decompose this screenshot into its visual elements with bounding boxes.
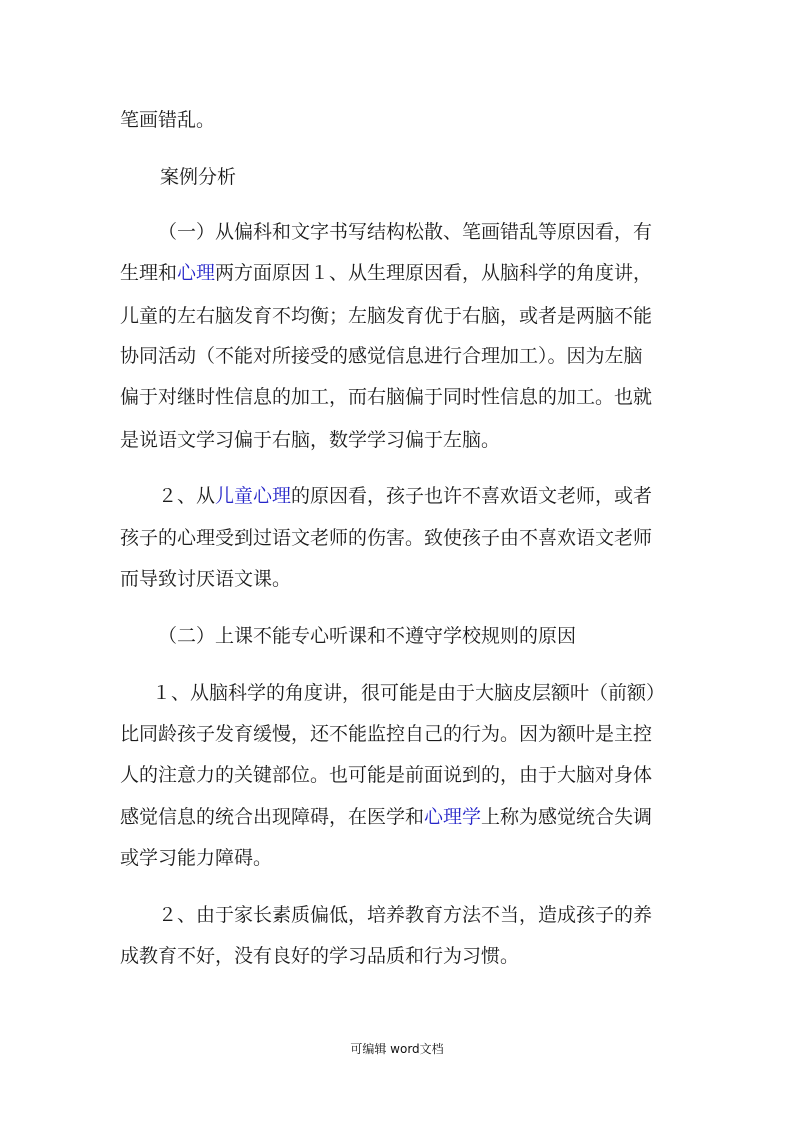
page-footer: 可编辑 word文档 bbox=[350, 1042, 444, 1056]
text-segment: 上称为感觉统合失调 bbox=[481, 806, 653, 828]
hyperlink[interactable]: 心理学 bbox=[424, 806, 482, 828]
text-segment: 偏于对继时性信息的加工，而右脑偏于同时性信息的加工。也就 bbox=[120, 386, 653, 408]
text-line bbox=[158, 624, 576, 648]
text-segment: 人的注意力的关键部位。也可能是前面说到的，由于大脑对身体 bbox=[120, 764, 653, 786]
text-line bbox=[120, 344, 643, 368]
text-line bbox=[120, 108, 215, 132]
text-segment: 而导致讨厌语文课。 bbox=[120, 568, 292, 590]
text-line bbox=[120, 304, 652, 328]
text-segment: 案例分析 bbox=[160, 166, 237, 188]
text-line bbox=[120, 722, 652, 746]
text-segment: 生理和 bbox=[120, 262, 178, 284]
text-segment: （二）上课不能专心听课和不遵守学校规则的原因 bbox=[158, 625, 577, 647]
text-line bbox=[120, 567, 291, 591]
hyperlink[interactable]: 儿童心理 bbox=[215, 485, 292, 507]
text-segment: 或学习能力障碍。 bbox=[120, 847, 273, 869]
text-segment: ２、由于家长素质偏低，培养教育方法不当，造成孩子的养 bbox=[158, 904, 653, 926]
text-segment: 成教育不好，没有良好的学习品质和行为习惯。 bbox=[120, 945, 520, 967]
text-segment: 的原因看，孩子也许不喜欢语文老师，或者 bbox=[291, 485, 653, 507]
text-segment: 是说语文学习偏于右脑，数学学习偏于左脑。 bbox=[120, 429, 501, 451]
hyperlink[interactable]: 心理 bbox=[177, 262, 216, 284]
text-line bbox=[120, 805, 652, 829]
text-line bbox=[120, 261, 652, 285]
text-segment: 儿童的左右脑发育不均衡；左脑发育优于右脑，或者是两脑不能 bbox=[120, 305, 653, 327]
text-line bbox=[120, 526, 652, 550]
text-line bbox=[158, 220, 652, 244]
text-segment: １、从脑科学的角度讲，很可能是由于大脑皮层额叶（前额） bbox=[152, 682, 666, 704]
text-segment: 比同龄孩子发育缓慢，还不能监控自己的行为。因为额叶是主控 bbox=[120, 723, 653, 745]
text-line bbox=[152, 681, 665, 705]
text-line bbox=[120, 385, 652, 409]
text-segment: （一）从偏科和文字书写结构松散、笔画错乱等原因看，有 bbox=[158, 221, 653, 243]
text-line bbox=[158, 484, 652, 508]
text-segment: 孩子的心理受到过语文老师的伤害。致使孩子由不喜欢语文老师 bbox=[120, 527, 653, 549]
text-segment: ２、从 bbox=[158, 485, 216, 507]
text-segment: 笔画错乱。 bbox=[120, 109, 216, 131]
text-line bbox=[120, 428, 500, 452]
text-line bbox=[120, 846, 272, 870]
text-line bbox=[158, 903, 652, 927]
text-line bbox=[120, 763, 652, 787]
text-segment: 协同活动（不能对所接受的感觉信息进行合理加工）。因为左脑 bbox=[120, 345, 643, 367]
text-line bbox=[120, 944, 519, 968]
text-segment: 两方面原因１、从生理原因看，从脑科学的角度讲， bbox=[215, 262, 653, 284]
text-line bbox=[160, 165, 236, 189]
text-segment: 感觉信息的统合出现障碍，在医学和 bbox=[120, 806, 425, 828]
